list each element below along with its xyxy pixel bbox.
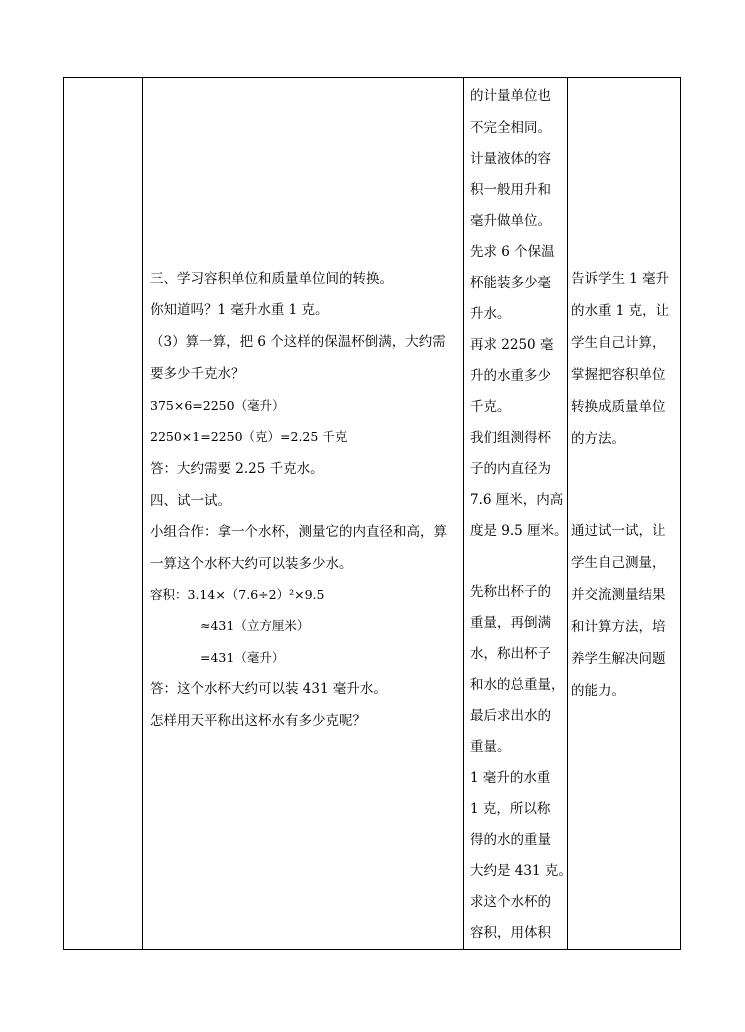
student-line: 7.6 厘米，内高 [470,492,564,508]
intent-line: 学生自己计算， [571,335,666,351]
intent-line: 的方法。 [571,431,625,447]
section-heading: 四、试一试。 [150,493,231,509]
student-line: 重量。 [470,739,511,755]
intent-line: 和计算方法，培 [571,619,666,635]
formula-line: 2250×1=2250（克）=2.25 千克 [150,429,348,444]
student-line: 容积，用体积 [470,925,551,941]
student-line: 升的水重多少 [470,368,551,384]
student-line: 得的水的重量 [470,832,551,848]
answer-line: 答：这个水杯大约可以装 431 毫升水。 [150,681,387,697]
student-line: 千克。 [470,399,511,415]
intent-line: 通过试一试，让 [571,523,666,539]
student-line: 和水的总重量， [470,677,565,693]
student-line: 计量液体的容 [470,151,551,167]
intent-line: 的水重 1 克，让 [571,303,670,319]
student-line: 子的内直径为 [470,461,551,477]
student-line: 的计量单位也 [470,88,551,104]
student-line: 不完全相同。 [470,120,551,136]
content-line: 小组合作：拿一个水杯，测量它的内直径和高，算 [150,524,447,540]
student-line: 先求 6 个保温 [470,244,555,260]
column-divider-3 [567,78,568,949]
column-divider-2 [463,78,464,949]
formula-line: 375×6=2250（毫升） [150,398,285,413]
student-line: 1 克，所以称 [470,801,551,817]
intent-line: 养学生解决问题 [571,651,666,667]
answer-line: 答：大约需要 2.25 千克水。 [150,461,324,477]
student-line: 1 毫升的水重 [470,770,551,786]
formula-line: ≈431（立方厘米） [200,618,310,633]
student-line: 毫升做单位。 [470,213,551,229]
intent-line: 告诉学生 1 毫升 [571,271,670,287]
student-line: 水，称出杯子 [470,646,551,662]
content-line: 要多少千克水？ [150,366,245,382]
student-line: 杯能装多少毫 [470,275,551,291]
student-line: 再求 2250 毫 [470,337,554,353]
student-line: 重量，再倒满 [470,615,551,631]
student-line: 求这个水杯的 [470,894,551,910]
student-line: 先称出杯子的 [470,584,551,600]
content-line: 一算这个水杯大约可以装多少水。 [150,556,353,572]
intent-line: 并交流测量结果 [571,587,666,603]
student-line: 最后求出水的 [470,708,551,724]
content-line: （3）算一算，把 6 个这样的保温杯倒满，大约需 [150,334,446,350]
formula-line: 容积：3.14×（7.6÷2）²×9.5 [150,587,325,602]
student-line: 积一般用升和 [470,182,551,198]
intent-line: 的能力。 [571,683,625,699]
column-divider-1 [142,78,143,949]
intent-line: 学生自己测量， [571,555,666,571]
lesson-plan-table [63,77,681,950]
intent-line: 转换成质量单位 [571,399,666,415]
student-line: 我们组测得杯 [470,430,551,446]
student-line: 升水。 [470,306,511,322]
student-line: 度是 9.5 厘米。 [470,523,568,539]
content-line: 怎样用天平称出这杯水有多少克呢？ [150,713,366,729]
intent-line: 掌握把容积单位 [571,367,666,383]
content-line: 你知道吗？1 毫升水重 1 克。 [150,302,329,318]
formula-line: =431（毫升） [200,650,285,665]
student-line: 大约是 431 克。 [470,863,572,879]
section-heading: 三、学习容积单位和质量单位间的转换。 [150,271,393,287]
